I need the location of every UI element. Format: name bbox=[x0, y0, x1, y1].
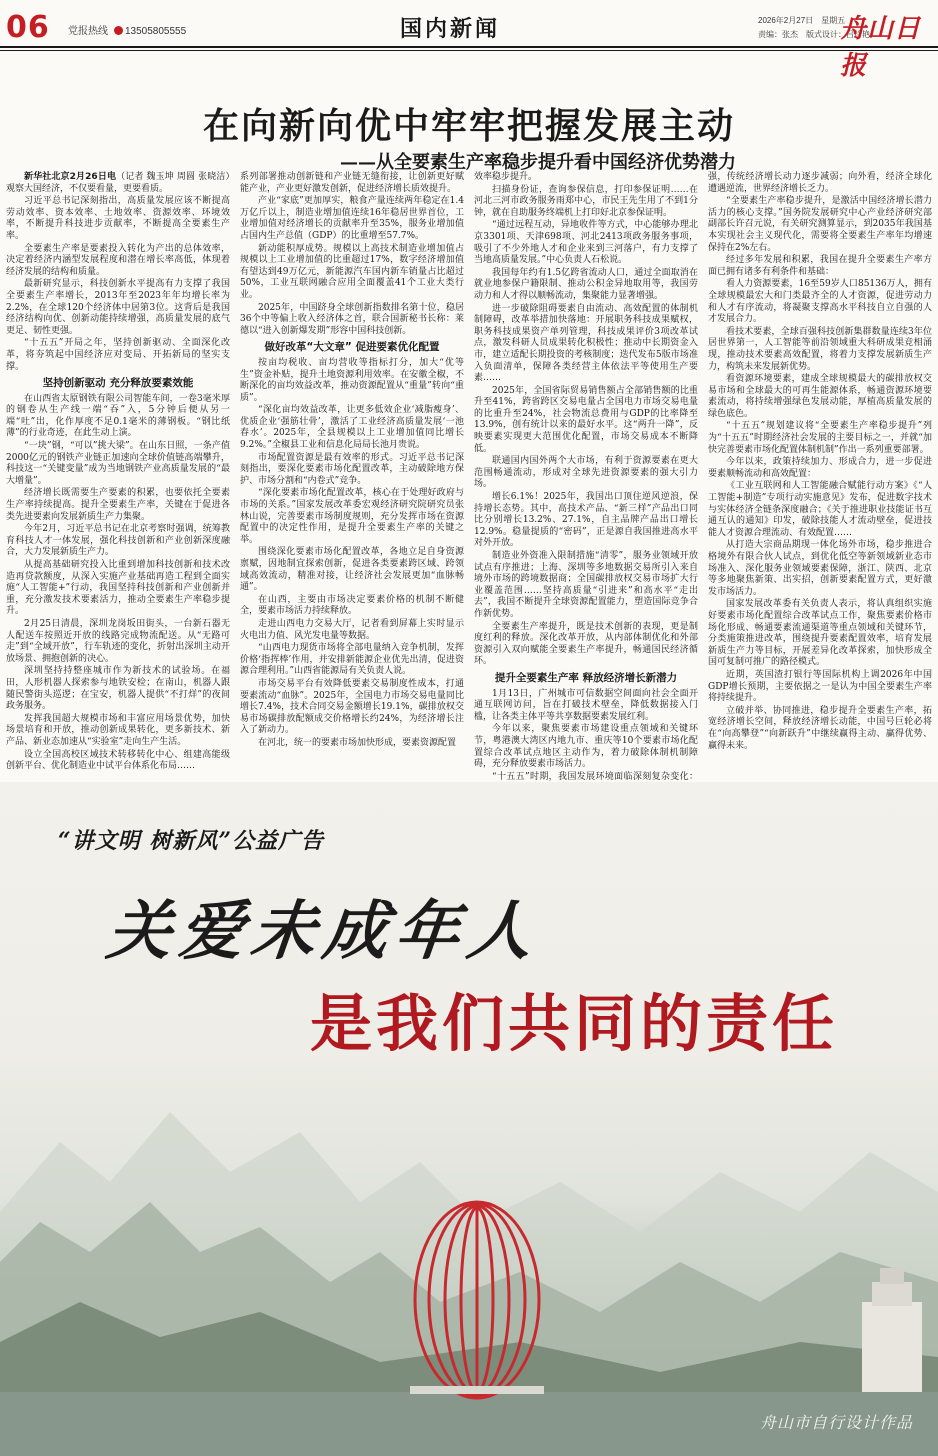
paragraph: 看人力资源要素，16至59岁人口85136万人，拥有全球规模最宏大和门类最齐全的人才资源，促进劳动力和人才有序流动，将凝聚支撑高水平科技自立自强的人才发展合力。 bbox=[708, 279, 932, 325]
section-heading: 做好改革“大文章” 促进要素优化配置 bbox=[264, 341, 440, 354]
ad-tagline: “讲文明 树新风”公益广告 bbox=[58, 828, 324, 854]
ad-credit: 舟山市自行设计作品 bbox=[760, 1413, 914, 1432]
paragraph: 今年以来，聚焦要素市场建设重点领域和关键环节，粤港澳大湾区内地九市、重庆等10个要素市场化配置综合改革试点地区主动作为，着力破除体制机制障碍，充分释放要素市场活力。 bbox=[474, 724, 698, 770]
paragraph bbox=[6, 172, 230, 195]
paragraph: 增长6.1%！2025年，我国出口顶住逆风逆浪，保持增长态势。其中，高技术产品、“新三样”产品出口同比分别增长13.2%、27.1%，自主品牌产品出口增长12.9%。稳量提质的“密码”，正是源自我国推进高水平对外开放。 bbox=[474, 492, 698, 549]
intro-text: （记者 魏玉坤 周圆 张晓洁）观察大国经济，不仅要看量，更要看质。 bbox=[6, 172, 230, 194]
paragraph: 市场交易平台有效降低要素交易制度性成本，打通要素流动“血脉”。2025年，全国电力市场交易电量同比增长7.4%，技术合同交易金额增长19.1%，碳排放权交易市场碳排放配额成交价格增长约24%，为经济增长注入了新动力。 bbox=[240, 678, 464, 736]
paragraph: 联通国内国外两个大市场，有利于资源要素在更大范围畅通流动，形成对全球先进资源要素的强大引力场。 bbox=[474, 456, 698, 490]
paragraph: 强，传统经济增长动力逐步减弱；向外看，经济全球化遭遇逆流，世界经济增长乏力。 bbox=[708, 172, 932, 194]
editors-line: 责编：张杰 版式设计：吕玲艳 bbox=[758, 30, 870, 39]
paragraph: 从打造大宗商品期现一体化场外市场，稳步推进合格境外有限合伙人试点，到优化低空等新领域新业态市场准入、深化服务业领域要素保障，浙江、陕西、北京等多地聚焦新策、出实招，创新要素配置方式，更好激发市场活力。 bbox=[708, 540, 932, 597]
paragraph: 围绕深化要素市场化配置改革，各地立足自身资源禀赋，因地制宜探索创新，促进各类要素跨区域、跨领域高效流动，精准对接，让经济社会发展更加“血脉畅通”。 bbox=[240, 547, 464, 593]
paragraph: 效率稳步提升。 bbox=[474, 172, 538, 182]
paragraph: 市场配置资源是最有效率的形式。习近平总书记深刻指出，要深化要素市场化配置改革，主动破除地方保护、市场分割和“内卷式”竞争。 bbox=[240, 452, 464, 486]
article-column-1 bbox=[6, 172, 230, 796]
paragraph: 我国每年约有1.5亿跨省流动人口，通过全面取消在就业地参保户籍限制、推动公积金异地取用等，我国劳动力和人才得以顺畅流动，集聚能力显著增强。 bbox=[474, 267, 698, 301]
paragraph: 看资源环境要素，建成全球规模最大的碳排放权交易市场和全球最大的可再生能源体系，畅通资源环境要素流动，将持续增强绿色发展动能，厚植高质量发展的绿色底色。 bbox=[708, 374, 932, 419]
paragraph: “通过远程互动，异地收件等方式，中心能够办理北京3301项、天津698项、河北2413项政务服务事项，吸引了不少外地人才和企业来到三河落户，有力支撑了当地高质量发展。”中心负责人石松说。 bbox=[474, 220, 698, 266]
paragraph: 在山西，主要由市场决定要素价格的机制不断健全，要素市场活力持续释放。 bbox=[240, 594, 464, 617]
paragraph: 按亩均税收、亩均营收等指标打分，加大“优等生”资金补贴，提升土地资源利用效率。在安徽全椒，不断深化的亩均效益改革，推动资源配置从“重量”转向“重质”。 bbox=[240, 357, 464, 403]
paragraph: “十五五”时期，我国发展环境面临深刻复杂变化： bbox=[492, 771, 698, 782]
paragraph: 设立全国高校区域技术转移转化中心、组建高能级创新平台、优化制造业中试平台体系化布局…… bbox=[6, 749, 230, 772]
paragraph: 全要素生产率提升，既是技术创新的表现，更是制度红利的释放。深化改革开放，从内部体制优化和外部资源引入双向赋能全要素生产率提升，畅通国民经济循环。 bbox=[474, 621, 698, 667]
paragraph: 看技术要素，全球百强科技创新集群数量连续3年位居世界第一，人工智能等前沿领域重大科研成果竞相涌现，推动技术要素高效配置，将着力支撑发展新质生产力，构筑未来发展新优势。 bbox=[708, 326, 932, 372]
article-column-2 bbox=[240, 172, 464, 796]
page-number: 06 bbox=[6, 10, 50, 45]
paragraph: 国家发展改革委有关负责人表示，将认真组织实施好要素市场化配置综合改革试点工作，聚焦要素价格市场化形成、畅通要素流通渠道等重点领域和关键环节，分类施策推进改革，围绕提升要素配置效率，培育发展新质生产力等目标，开展差异化改革探索，加快形成全国可复制可推广的路径模式。 bbox=[708, 599, 932, 668]
paragraph: 进一步破除阻碍要素自由流动、高效配置的体制机制障碍，改革举措加快落地：开展职务科技成果赋权，职务科技成果资产单列管理，科技成果评价3项改革试点，激发科研人员成果转化积极性；推动中长期资金入市，建立适配长期投资的考核制度；迭代发布5版市场准入负面清单，保障各类经营主体依法平等使用生产要素…… bbox=[474, 303, 698, 384]
paragraph: 2025年，全国省际贸易销售额占全部销售额的比重升至41%，跨省跨区交易电量占全国电力市场交易电量的比重升至24%，社会物流总费用与GDP的比率降至13.9%，创有统计以来的最好水平。这“两升一降”，反映要素实现更大范围优化配置，市场交易成本不断降低。 bbox=[474, 385, 698, 454]
hotline bbox=[68, 22, 186, 37]
paragraph: 2025年，中国跻身全球创新指数排名第十位，稳居36个中等偏上收入经济体之首，联合国新秘书长称：莱德以“进入创新爆发期”形容中国科技创新。 bbox=[240, 302, 464, 336]
ad-headline-1: 关爱未成年人 bbox=[103, 894, 544, 969]
paragraph: 走进山西电力交易大厅，记者看到屏幕上实时显示火电出力值、风光发电量等数据。 bbox=[240, 618, 464, 641]
paragraph: 系列部署推动创新链和产业链无缝衔接，让创新更好赋能产业，产业更好激发创新，促进经济增长质效提升。 bbox=[240, 172, 464, 194]
paragraph: 1月13日，广州城市可信数据空间面向社会全面开通互联网访问，旨在打破技术壁垒，降低数据接入门槛，让各类主体平等共享数据要素发展红利。 bbox=[474, 688, 698, 722]
paragraph: 最新研究显示，科技创新水平提高有力支撑了我国全要素生产率增长，2013年至2023年年均增长率为2.2%，在全球120个经济体中居第3位。这背后是我国经济结构向优、创新动能持续增强，高质量发展的底气更足、韧性更强。 bbox=[6, 279, 230, 336]
paragraph: 从提高基础研究投入比重到增加科技创新和技术改造再贷款额度，从深入实施产业基础再造工程到全面实施“人工智能+”行动，我国坚持科技创新和产业创新并重，充分激发技术要素活力，推动全要素生产率稳步提升。 bbox=[6, 560, 230, 617]
paragraph: 扫描身份证，查询参保信息，打印参保证明……在河北三河市政务服务雨郑中心，市民王先生用了不到1分钟，就在自助服务终端机上打印好北京参保证明。 bbox=[474, 184, 698, 218]
public-service-ad bbox=[0, 782, 938, 1456]
section-heading: 提升全要素生产率 释放经济增长新潜力 bbox=[494, 671, 678, 684]
paragraph: “深化亩均效益改革，让更多低效企业‘减脂瘦身’、优质企业‘强筋壮骨’，激活了工业经济高质量发展‘一池春水’。2025年，全县规模以上工业增加值同比增长9.2%。”全椒县工业和信息化局局长池月贵说。 bbox=[240, 405, 464, 451]
article-title: 在向新向优中牢牢把握发展主动 bbox=[202, 106, 735, 147]
section-title: 国内新闻 bbox=[400, 16, 501, 42]
paragraph: 新动能积厚成势。规模以上高技术制造业增加值占规模以上工业增加值的比重超过17%，数字经济增加值有望达到49万亿元，新能源汽车国内新车销量占比超过50%，工业互联网融合应用全面覆盖41个工业大类行业。 bbox=[240, 243, 464, 300]
phone-icon bbox=[114, 26, 123, 35]
paragraph: 全要素生产率是要素投入转化为产出的总体效率，决定着经济内涵型发展程度和潜在增长率高低，体现着经济发展的结构和质量。 bbox=[6, 243, 230, 277]
dateline: 新华社北京2月26日电 bbox=[24, 172, 117, 182]
article-body bbox=[6, 172, 932, 780]
date-line: 2026年2月27日 星期五 bbox=[758, 16, 846, 25]
paragraph: 近期，英国渣打银行等国际机构上调2026年中国GDP增长预期，主要依据之一是认为中国全要素生产率将持续提升。 bbox=[708, 669, 932, 704]
article-column-3 bbox=[474, 172, 698, 796]
paragraph: 深圳坚持持整座城市作为新技术的试验场。在福田，人形机器人探索参与地铁安检；在南山，机器人跟随民警街头巡逻；在宝安，机器人提供“不打烊”的夜间政务服务。 bbox=[6, 666, 230, 712]
paragraph: “一块”钢，“可以”挑大梁”。在山东日照，一条产值2000亿元的钢铁产业链正加速向全球价值链高端攀升，科技这一“关键变量”成为当地钢铁产业高质量发展的“最大增量”。 bbox=[6, 441, 230, 486]
page-header bbox=[0, 0, 938, 81]
paragraph: “深化要素市场化配置改革，核心在于处理好政府与市场的关系。”国家发展改革委宏观经济研究院研究员张林山说，完善要素市场制度规则，充分发挥市场在资源配置中的决定性作用，是提升全要素生产率的关键之举。 bbox=[240, 488, 464, 545]
masthead-logo: 舟山日报 bbox=[840, 14, 922, 81]
paragraph: “十五五”开局之年，坚持创新驱动、全面深化改革，将夯筑起中国经济应对变局、开拓新局的坚实支撑。 bbox=[6, 338, 230, 372]
section-heading: 坚持创新驱动 充分释放要素效能 bbox=[42, 377, 194, 390]
header-rule-thin bbox=[0, 50, 938, 51]
ad-headline-2: 是我们共同的责任 bbox=[310, 987, 839, 1060]
paragraph: “全要素生产率稳步提升，是激活中国经济增长潜力活力的核心支撑。”国务院发展研究中心产业经济研究部副部长许召元说，有关研究测算显示，到2035年我国基本实现社会主义现代化，需要将全要素生产率年均增速保持在2%左右。 bbox=[708, 196, 932, 253]
paragraph: 今年2月，习近平总书记在北京考察时强调，统筹教育科技人才一体发展，强化科技创新和产业创新深度融合，大力发展新质生产力。 bbox=[6, 524, 230, 558]
paragraph: 产业“家底”更加厚实，粮食产量连续两年稳定在1.4万亿斤以上，制造业增加值连续16年稳居世界首位，工业增加值对经济增长的贡献率升至35%，服务业增加值占国内生产总值（GDP）的比重增至57.7%。 bbox=[240, 196, 464, 241]
paragraph: 经济增长既需要生产要素的积累，也要依托全要素生产率持续提高。提升全要素生产率，关键在于促进各类先进要素向发展新质生产力集聚。 bbox=[6, 488, 230, 522]
paragraph: 2月25日清晨，深圳龙岗坂田街头，一台新石器无人配送车按照近开放的线路完成物流配送。从“无路可走”到“全域开放”，行车轨迹的变化，折射出深圳主动开放场景、拥抱创新的决心。 bbox=[6, 618, 230, 664]
paragraph: 立破并举、协同推进，稳步提升全要素生产率，拓宽经济增长空间，释放经济增长动能，中国号巨轮必将在“向高攀登”“向新跃升”中继续赢得主动、赢得优势、赢得未来。 bbox=[708, 705, 932, 751]
paragraph: 今年以来，政策持续加力、形成合力，进一步促进要素顺畅流动和高效配置： bbox=[708, 457, 932, 479]
article-column-4 bbox=[708, 172, 932, 796]
article-subtitle: ——从全要素生产率稳步提升看中国经济优势潜力 bbox=[340, 152, 736, 173]
hotline-label: 党报热线 bbox=[68, 26, 108, 37]
paragraph: 在河北，统一的要素市场加快形成，要素资源配置 bbox=[258, 737, 457, 748]
paragraph: “山西电力现货市场将全部电量纳入竞争机制，发挥价格‘指挥棒’作用，并安排新能源企业优先出清，促进资源合理利用。”山西省能源局有关负责人说。 bbox=[240, 643, 464, 677]
paragraph: 经过多年发展和积累，我国在提升全要素生产率方面已拥有诸多有利条件和基础： bbox=[708, 255, 932, 277]
paragraph: 制造业外资准入限制措施“清零”，服务业领域开放试点有序推进；上海、深圳等多地数据交易所引入来自境外市场的跨境数据商；全国碳排放权交易市场扩大行业覆盖范围……坚持高质量“引进来”和高水平“走出去”，我国不断提升全球资源配置能力，塑造国际竞争合作新优势。 bbox=[474, 551, 698, 619]
header-rule bbox=[0, 46, 938, 48]
paragraph: 《工业互联网和人工智能融合赋能行动方案》《“人工智能+制造”专项行动实施意见》发布，促进数字技术与实体经济全链条深度融合；《关于推进职业技能证书互通互认的通知》印发，破除技能人才流动壁垒，促进技能人才资源合理流动、有效配置…… bbox=[708, 481, 932, 538]
paragraph: 习近平总书记深刻指出，高质量发展应该不断提高劳动效率、资本效率、土地效率、资源效率、环境效率，不断提升科技进步贡献率，不断提高全要素生产率。 bbox=[6, 196, 230, 241]
hotline-number: 13505805555 bbox=[125, 26, 187, 37]
paragraph: 在山西省太原钢铁有限公司智能车间，一卷3毫米厚的钢卷从生产线一端“吞”入，5分钟后便从另一端“吐”出，化作厚度不足0.1毫米的薄钢板。“钢比纸薄”的行业奇迹，在此生动上演。 bbox=[6, 393, 230, 439]
paragraph: “十五五”规划建议将“全要素生产率稳步提升”列为“十五五”时期经济社会发展的主要目标之一，并就“加快完善要素市场化配置体制机制”作出一系列重要部署。 bbox=[708, 421, 932, 455]
paragraph: 发挥我国超大规模市场和丰富应用场景优势，加快场景培育和开放，推动创新成果转化，更多新技术、新产品、新业态加速从“实验室”走向生产生活。 bbox=[6, 713, 230, 747]
